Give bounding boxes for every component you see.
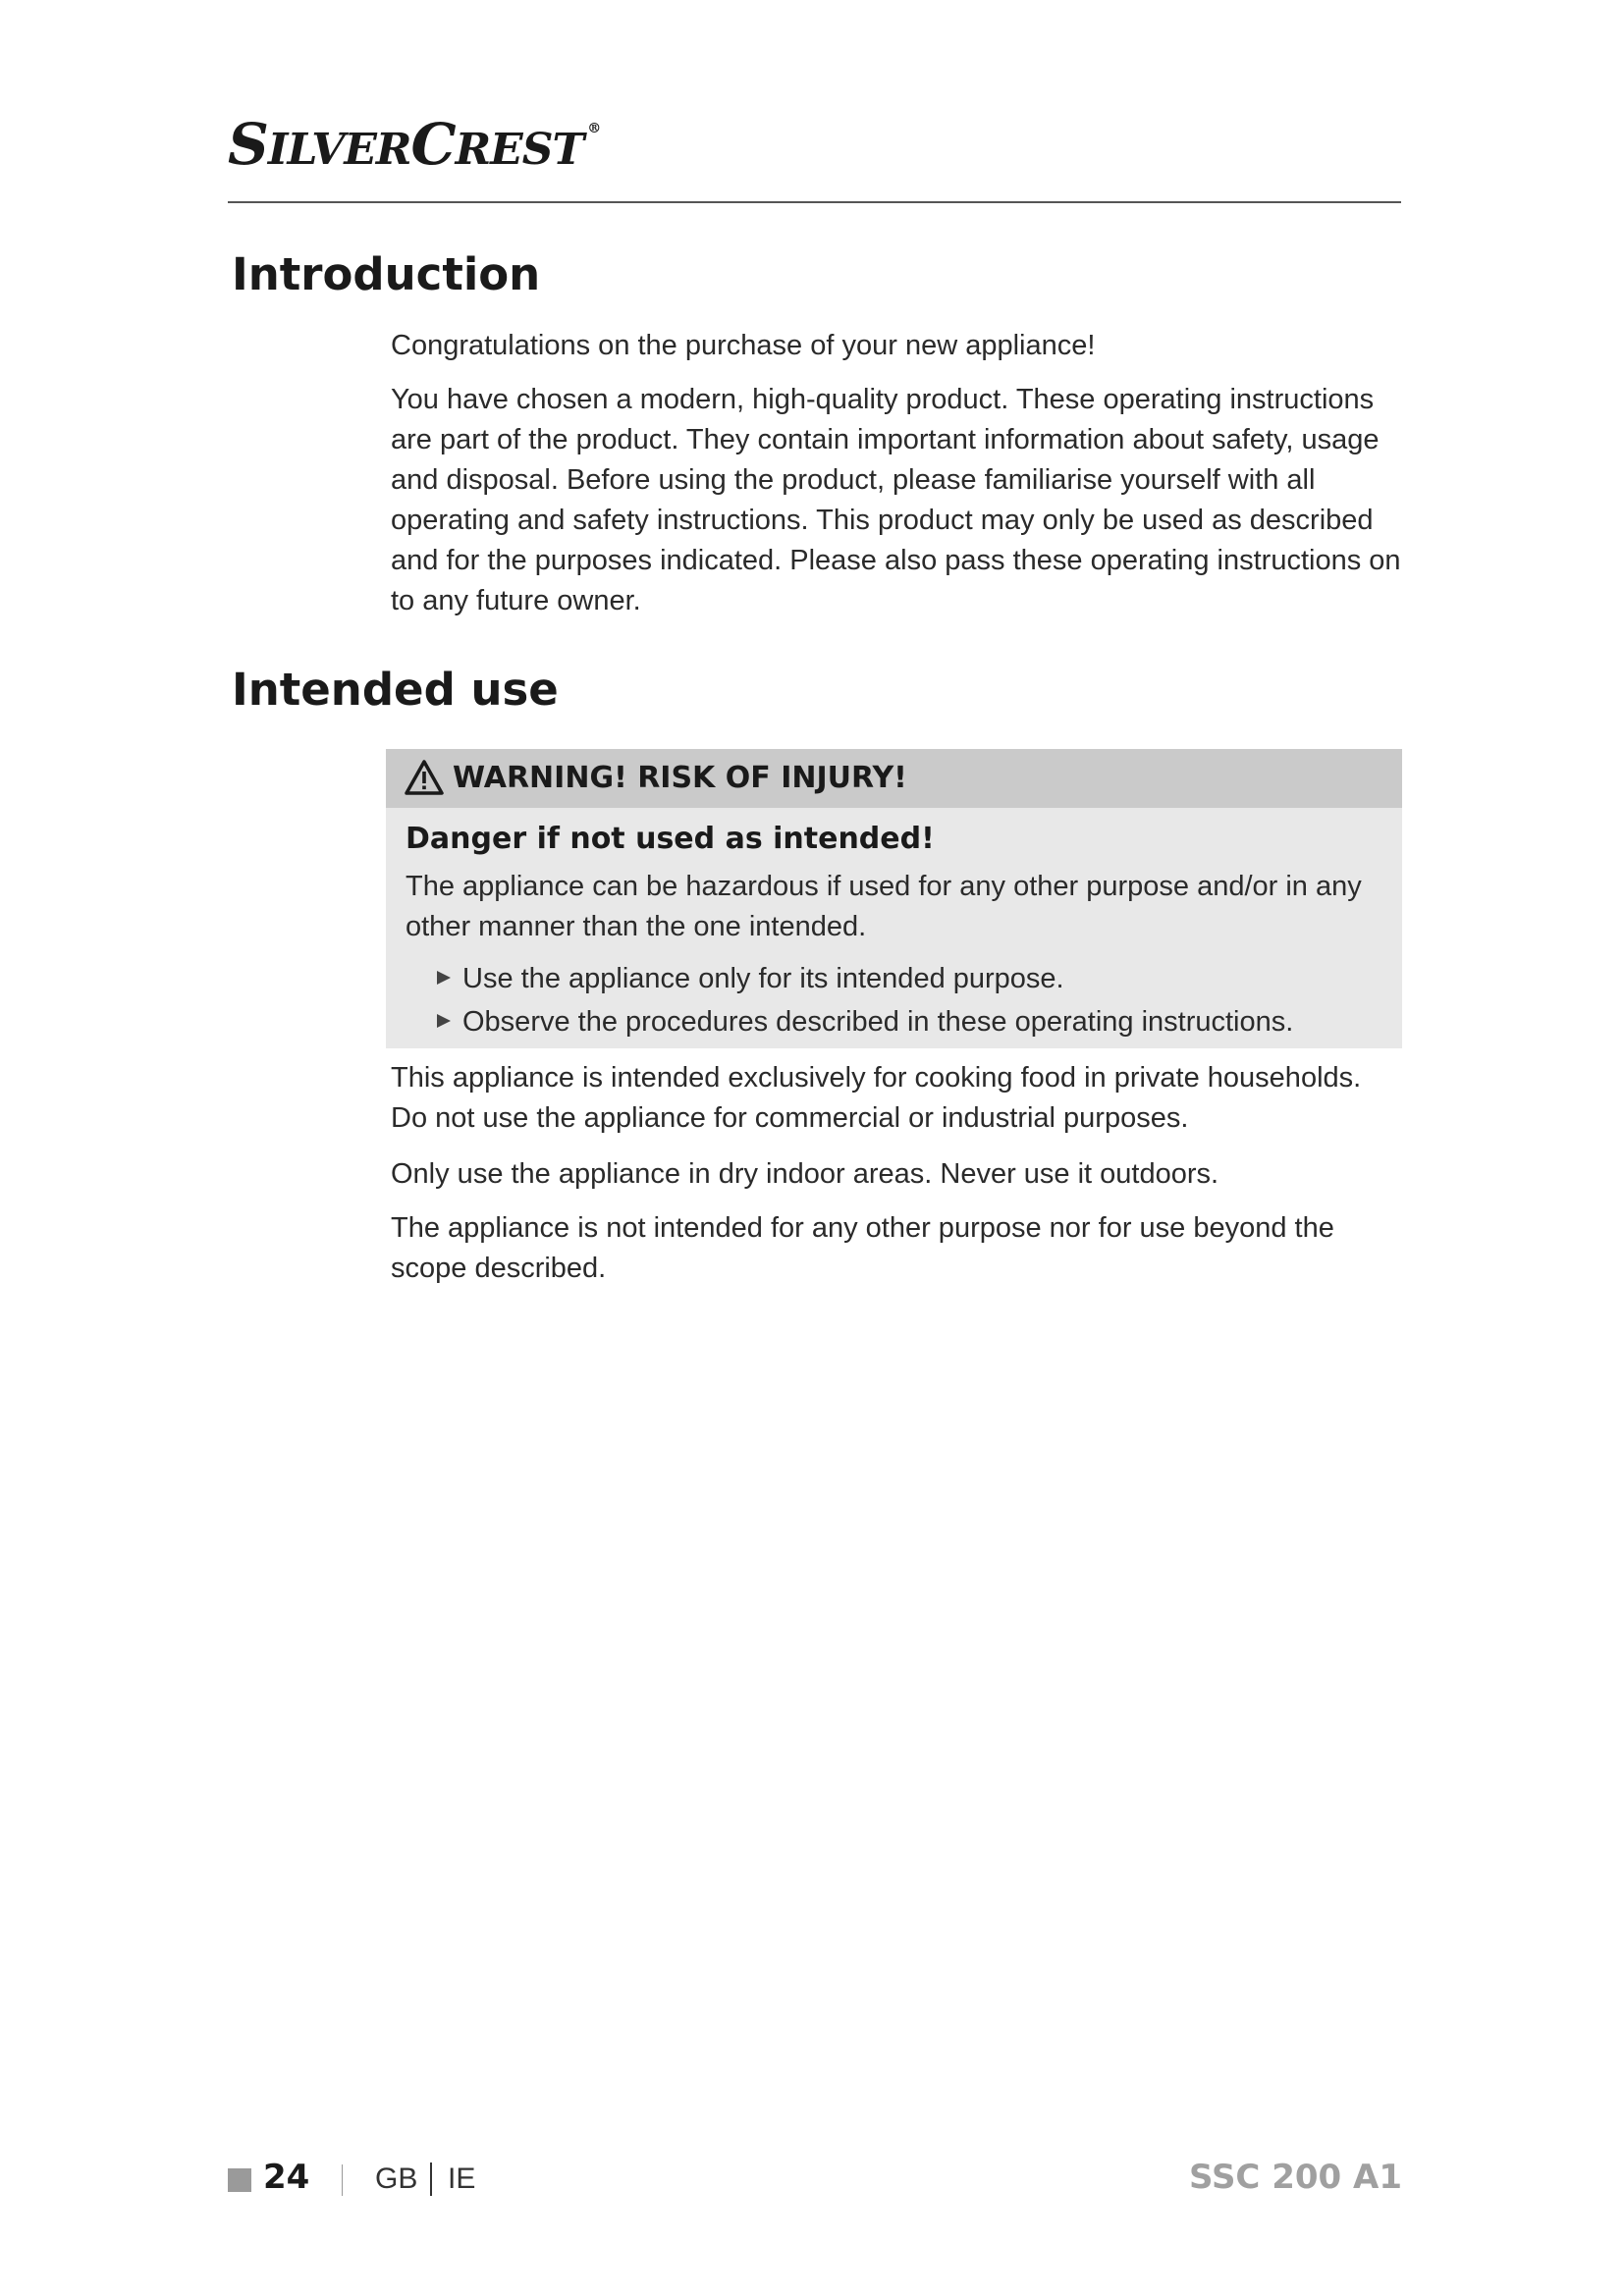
footer-marker (228, 2168, 251, 2192)
model-number: SSC 200 A1 (1188, 2158, 1402, 2197)
footer-language-gb: GB (375, 2163, 418, 2195)
bullet-arrow-icon (437, 1014, 451, 1028)
footer-divider (342, 2164, 343, 2196)
warning-bullet-2: Observe the procedures described in these operating instructions. (437, 1002, 1293, 1042)
page-number: 24 (263, 2158, 310, 2197)
intended-use-heading: Intended use (232, 664, 559, 716)
warning-title: WARNING! RISK OF INJURY! (453, 761, 907, 795)
intended-use-paragraph-1: This appliance is intended exclusively for cooking food in private households. Do not use the appliance for commercial or industrial purposes. (391, 1062, 1362, 1134)
warning-header (386, 749, 1402, 808)
warning-triangle-icon (404, 759, 445, 796)
intended-use-paragraph-2: Only use the appliance in dry indoor areas. Never use it outdoors. (391, 1158, 1219, 1190)
warning-box (386, 749, 1402, 1048)
warning-bullet-1: Use the appliance only for its intended purpose. (437, 959, 1064, 999)
brand-logo: SILVERCREST ® (228, 111, 601, 178)
footer-language-divider (430, 2163, 432, 2196)
footer-language-ie: IE (448, 2163, 476, 2195)
intro-paragraph-2: You have chosen a modern, high-quality product. These operating instructions are part of the product. They contain important information about safety, usage and disposal. Before using the product, please familiarise yourself with all operating and safety instructions. This product may only be used as described and for the purposes indicated. Please also pass these operating instructions on to any future owner. (391, 384, 1401, 616)
warning-body: The appliance can be hazardous if used for any other purpose and/or in any other manner than the one intended. (406, 871, 1362, 942)
introduction-heading: Introduction (232, 248, 541, 300)
bullet-arrow-icon (437, 971, 451, 985)
intro-paragraph-1: Congratulations on the purchase of your new appliance! (391, 330, 1096, 361)
warning-subtitle: Danger if not used as intended! (406, 822, 935, 856)
header-divider (228, 201, 1401, 203)
intended-use-paragraph-3: The appliance is not intended for any other purpose nor for use beyond the scope described. (391, 1212, 1334, 1284)
